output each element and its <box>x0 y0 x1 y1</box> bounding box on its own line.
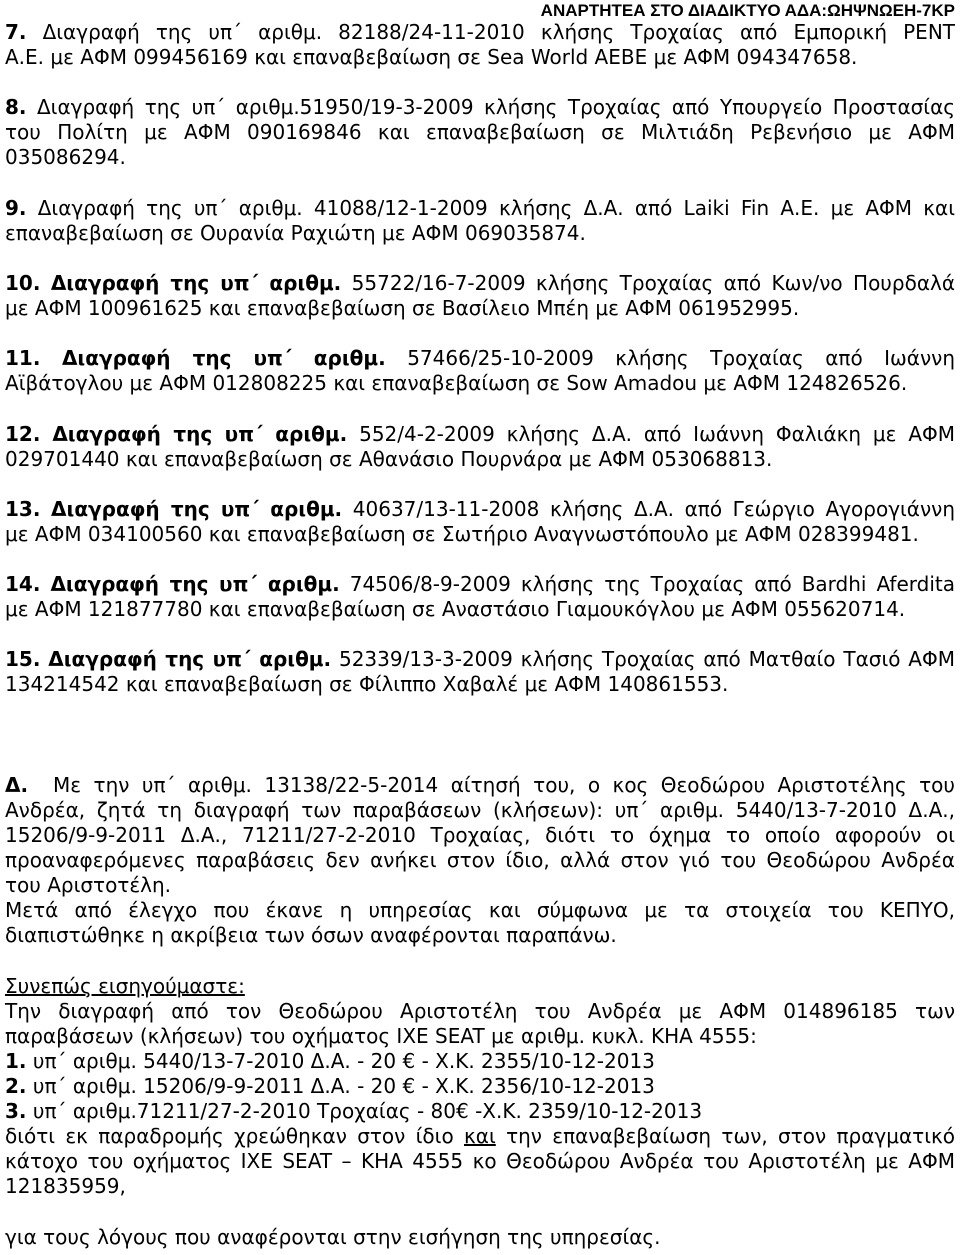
section-text: Με την υπ΄ αριθμ. 13138/22-5-2014 αίτησή του, ο κος Θεοδώρου Αριστοτέλης του <box>53 772 955 797</box>
section-line: του Αριστοτέλη. <box>5 873 172 898</box>
item-number: 14. <box>5 572 41 597</box>
item-9 <box>5 196 955 246</box>
item-line: Αϊβάτογλου με ΑΦΜ 012808225 και επαναβεβαίωση σε Sow Amadou με ΑΦΜ 124826526. <box>5 371 908 396</box>
item-line <box>5 20 955 45</box>
section-d-request <box>5 773 955 898</box>
item-line: Α.Ε. με ΑΦΜ 099456169 και επαναβεβαίωση σε Sea World ΑΕΒΕ με ΑΦΜ 094347658. <box>5 45 858 70</box>
item-text: Διαγραφή της υπ΄ αριθμ. 41088/12-1-2009 κλήσης Δ.Α. από Laiki Fin Α.Ε. με ΑΦΜ και <box>37 195 956 220</box>
item-10 <box>5 271 955 321</box>
reason-line: κάτοχο του οχήματος ΙΧΕ SEAT – ΚΗΑ 4555 κο Θεοδώρου Ανδρέα του Αριστοτέλη με ΑΦΜ <box>5 1149 955 1174</box>
item-text: 57466/25-10-2009 κλήσης Τροχαίας από Ιωάννη <box>407 346 956 371</box>
document-body <box>5 20 955 1250</box>
item-line <box>5 346 955 371</box>
item-line: 035086294. <box>5 145 126 170</box>
proposal <box>5 974 955 1200</box>
proposal-line: παραβάσεων (κλήσεων) του οχήματος ΙΧΕ SEAT με αριθμ. κυκλ. ΚΗΑ 4555: <box>5 1023 757 1048</box>
section-line: διαπιστώθηκε η ακρίβεια των όσων αναφέρονται παραπάνω. <box>5 923 617 948</box>
proposal-heading: Συνεπώς εισηγούμαστε: <box>5 973 245 998</box>
violation-item <box>5 1049 955 1074</box>
item-lead: Διαγραφή της υπ΄ αριθμ. <box>50 270 342 295</box>
violation-item <box>5 1099 955 1124</box>
item-line <box>5 497 955 522</box>
section-line: Μετά από έλεγχο που έκανε η υπηρεσίας και σύμφωνα με τα στοιχεία του ΚΕΠΥΟ, <box>5 898 955 923</box>
section-line: προαναφερόμενες παραβάσεις δεν ανήκει στον ίδιο, αλλά στον γιό του Θεοδώρου Ανδρέα <box>5 848 955 873</box>
item-lead: Διαγραφή της υπ΄ αριθμ. <box>51 496 343 521</box>
item-14 <box>5 572 955 622</box>
item-line <box>5 647 955 672</box>
item-12 <box>5 422 955 472</box>
item-number: 9. <box>5 195 27 220</box>
item-15 <box>5 647 955 697</box>
closing-line: για τους λόγους που αναφέρονται στην εισήγηση της υπηρεσίας. <box>5 1224 661 1249</box>
item-line <box>5 95 955 120</box>
item-7 <box>5 20 955 70</box>
violation-number: 2. <box>5 1073 27 1098</box>
item-line: 029701440 και επαναβεβαίωση σε Αθανάσιο Πουρνάρα με ΑΦΜ 053068813. <box>5 446 773 471</box>
item-line <box>5 572 955 597</box>
item-text: 55722/16-7-2009 κλήσης Τροχαίας από Κων/νο Πουρδαλά <box>351 270 956 295</box>
item-number: 12. <box>5 421 41 446</box>
item-text: Διαγραφή της υπ΄ αριθμ. 82188/24-11-2010 κλήσης Τροχαίας από Εμπορική ΡΕΝΤ <box>42 20 955 44</box>
item-text: Διαγραφή της υπ΄ αριθμ.51950/19-3-2009 κλήσης Τροχαίας από Υπουργείο Προστασίας <box>37 95 955 120</box>
item-number: 15. <box>5 647 41 672</box>
item-line <box>5 271 955 296</box>
violation-text: υπ΄ αριθμ. 15206/9-9-2011 Δ.Α. - 20 € - Χ.Κ. 2356/10-12-2013 <box>32 1073 655 1098</box>
item-line: με ΑΦΜ 100961625 και επαναβεβαίωση σε Βασίλειο Μπέη με ΑΦΜ 061952995. <box>5 296 800 321</box>
item-line: του Πολίτη με ΑΦΜ 090169846 και επαναβεβαίωση σε Μιλτιάδη Ρεβενήσιο με ΑΦΜ <box>5 120 955 145</box>
section-line <box>5 773 955 798</box>
violation-text: υπ΄ αριθμ. 5440/13-7-2010 Δ.Α. - 20 € - Χ.Κ. 2355/10-12-2013 <box>32 1048 655 1073</box>
item-number: 11. <box>5 346 41 371</box>
reason-underlined: και <box>464 1124 496 1149</box>
violation-item <box>5 1074 955 1099</box>
item-text: 74506/8-9-2009 κλήσης της Τροχαίας από Bardhi Aferdita <box>349 572 955 597</box>
item-11 <box>5 346 955 396</box>
section-d-check <box>5 898 955 948</box>
item-line: με ΑΦΜ 034100560 και επαναβεβαίωση σε Σωτήριο Αναγνωστόπουλο με ΑΦΜ 028399481. <box>5 521 919 546</box>
item-line <box>5 422 955 447</box>
item-line: με ΑΦΜ 121877780 και επαναβεβαίωση σε Αναστάσιο Γιαμουκόγλου με ΑΦΜ 055620714. <box>5 597 906 622</box>
item-line: επαναβεβαίωση σε Ουρανία Ραχιώτη με ΑΦΜ 069035874. <box>5 220 586 245</box>
reason-line <box>5 1124 955 1149</box>
item-text: 52339/13-3-2009 κλήσης Τροχαίας από Ματθαίο Τασιό ΑΦΜ <box>338 647 955 672</box>
item-13 <box>5 497 955 547</box>
item-lead: Διαγραφή της υπ΄ αριθμ. <box>50 572 340 597</box>
item-8 <box>5 95 955 170</box>
item-text: 40637/13-11-2008 κλήσης Δ.Α. από Γεώργιο Αγορογιάννη <box>352 496 956 521</box>
item-lead: Διαγραφή της υπ΄ αριθμ. <box>61 346 386 371</box>
reason-text: διότι εκ παραδρομής χρεώθηκαν στον ίδιο <box>5 1124 454 1149</box>
item-number: 8. <box>5 95 27 120</box>
reason-line: 121835959, <box>5 1174 126 1199</box>
violation-number: 3. <box>5 1099 27 1124</box>
violation-text: υπ΄ αριθμ.71211/27-2-2010 Τροχαίας - 80€ -Χ.Κ. 2359/10-12-2013 <box>32 1099 703 1124</box>
item-lead: Διαγραφή της υπ΄ αριθμ. <box>48 647 332 672</box>
reason-text: την επαναβεβαίωση των, στον πραγματικό <box>506 1124 956 1149</box>
section-line: 15206/9-9-2011 Δ.Α., 71211/27-2-2010 Τροχαίας, διότι το όχημα το οποίο αφορούν οι <box>5 823 955 848</box>
item-number: 7. <box>5 20 27 44</box>
violation-number: 1. <box>5 1048 27 1073</box>
item-line: 134214542 και επαναβεβαίωση σε Φίλιππο Χαβαλέ με ΑΦΜ 140861553. <box>5 672 729 697</box>
item-number: 13. <box>5 496 41 521</box>
section-line: Ανδρέα, ζητά τη διαγραφή των παραβάσεων (κλήσεων): υπ΄ αριθμ. 5440/13-7-2010 Δ.Α., <box>5 797 955 822</box>
item-number: 10. <box>5 270 41 295</box>
ada-header: ΑΝΑΡΤΗΤΕΑ ΣΤΟ ΔΙΑΔΙΚΤΥΟ ΑΔΑ:ΩΗΨΝΩΕΗ-7ΚΡ <box>540 1 955 20</box>
item-text: 552/4-2-2009 κλήσης Δ.Α. από Ιωάννη Φαλιάκη με ΑΦΜ <box>359 421 956 446</box>
item-lead: Διαγραφή της υπ΄ αριθμ. <box>52 421 348 446</box>
section-label: Δ. <box>5 772 29 797</box>
item-line <box>5 196 955 221</box>
proposal-line: Την διαγραφή από τον Θεοδώρου Αριστοτέλη του Ανδρέα με ΑΦΜ 014896185 των <box>5 998 955 1023</box>
